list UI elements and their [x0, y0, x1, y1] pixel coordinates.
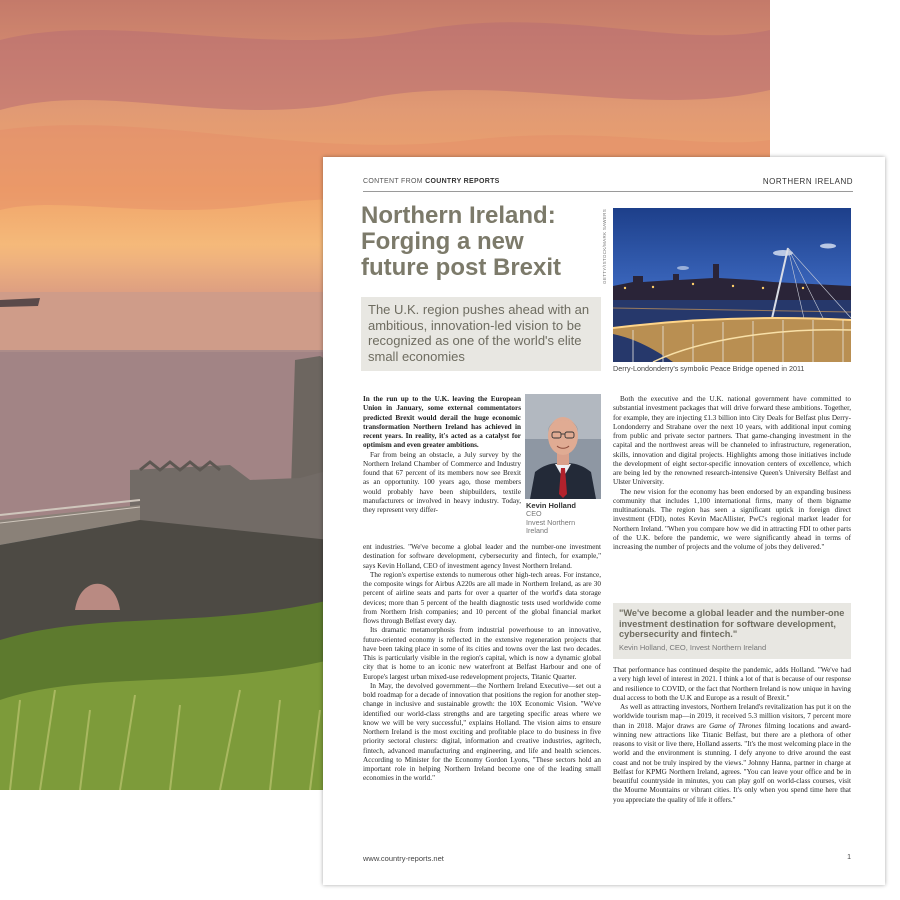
article-headline [361, 203, 611, 281]
source-name: COUNTRY REPORTS [425, 178, 500, 185]
header-divider [363, 191, 853, 192]
text-run: As well as attracting investors, Northern Ireland's revitalization has put it on the worldwide tourism map—in 2019, it received 5.3 million visitors, 7 percent more than in 2018. Major draws are [613, 703, 851, 730]
photo-credit: GETTY/ISTOCK/MARK SAWERS [602, 209, 607, 284]
pull-quote-attribution: Kevin Holland, CEO, Invest Northern Ireland [619, 642, 767, 652]
body-paragraph: ent industries. "We've become a global leader and the number-one investment destination for software development, cybersecurity and fintech, for example," says Kevin Holland, CEO of investment agency Invest Northern Ireland. [363, 543, 601, 570]
magazine-page [323, 157, 885, 885]
content-from-text: CONTENT FROM [363, 178, 423, 185]
body-paragraph: That performance has continued despite the pandemic, adds Holland. "We've had a very high level of interest in 2021. I think a lot of that is because of our response and resilience to COVID, or the fact that Northern Ireland is now unique in having dual access to both the U.K and Europe as a result of Brexit." [613, 666, 851, 702]
text-run: filming locations and award-winning new attractions like Titanic Belfast, but there are a plethora of other reasons to visit or live there, Holland asserts. "It's the most welcoming place in the world and the environment is stunning. I defy anyone to drive around the east coast and not be truly inspired by the views." Johnny Hanna, partner in charge at Belfast for KPMG Northern Ireland, agrees. "You can leave your office and be in beautiful countryside in minutes, you can play golf on world-class courses, visit the Mourne Mountains or vibrant cities. It's only when you spend time here that you appreciate the quality of life it offers." [613, 721, 851, 804]
body-paragraph [613, 703, 851, 805]
page-header [363, 175, 853, 189]
article-column-right-bottom [613, 666, 851, 805]
footer-url: www.country-reports.net [363, 854, 444, 863]
article-column-left-top [363, 395, 521, 515]
article-column-right-top [613, 395, 851, 552]
body-paragraph: The region's expertise extends to numerous other high-tech areas. For instance, the composite wings for Airbus A220s are all made in Northern Ireland, as are 30 percent of airline seats and parts for over a quarter of the world's data storage devices; more than 5 percent of the health diagnostic tests used worldwide come from Northern Irish companies; and 10 percent of the global financial market flows through Belfast every day. [363, 570, 601, 625]
person-title: CEO [526, 509, 542, 518]
article-deck: The U.K. region pushes ahead with an ambitious, innovation-led vision to be recognized as one of the world's elite small economies [361, 297, 601, 371]
headline-line-3: future post Brexit [361, 254, 562, 281]
body-paragraph: In May, the devolved government—the Northern Ireland Executive—set out a bold roadmap for a decade of innovation that positions the region for another step-change in inclusive and sustainable growth: the 10X Economic Vision. "We've identified our world-class strengths and are targeting specific areas where we know we will be very successful," explains Holland. The vision aims to ensure Northern Ireland is the most exciting and profitable place to do business in five priority sectoral clusters: digital, information and creative industries, agritech, fintech, advanced manufacturing and engineering, and life and health sciences. According to Minister for the Economy Gordon Lyons, "These sectors hold an important role in helping Northern Ireland become one of the leading small economies in the world." [363, 681, 601, 783]
body-paragraph: Far from being an obstacle, a July survey by the Northern Ireland Chamber of Commerce and Industry found that 67 percent of its members now see Brexit as an opportunity. 100 years ago, those members would probably have been shipbuilders, textile manufacturers or involved in heavy industry. Today, they represent very differ- [363, 450, 521, 514]
bridge-illustration [613, 208, 851, 362]
body-paragraph: The new vision for the economy has been endorsed by an expanding business community that includes 1,100 international firms, many of them bigname multinationals. The region has seen a significant uptick in foreign direct investment (FDI), notes Kevin MacAllister, PwC's regional market leader for Northern Ireland. "When you compare how we did in attracting FDI to other parts of the U.K. before the pandemic, we were significantly ahead in terms of increasing the number of projects and the volume of jobs they delivered." [613, 487, 851, 551]
pull-quote-text: "We've become a global leader and the number-one investment destination for software development, cybersecurity and fintech." [619, 608, 845, 639]
headline-line-1: Northern Ireland: [361, 202, 556, 229]
pull-quote [613, 603, 851, 659]
peace-bridge-photo [613, 208, 851, 362]
lead-paragraph: In the run up to the U.K. leaving the European Union in January, some external commentators predicted Brexit would derail the huge economic transformation Northern Ireland has achieved in recent years. In reality, it's acted as a catalyst for optimism and even greater ambitions. [363, 395, 521, 450]
photo-caption: Derry-Londonderry's symbolic Peace Bridge opened in 2011 [613, 364, 805, 373]
article-column-left-bottom [363, 543, 601, 784]
body-paragraph: Both the executive and the U.K. national government have committed to substantial investment packages that will drive forward these ambitions. Together, for example, they are injecting £1.3 billion into City Deals for Belfast plus Derry-Londonderry and Strabane over the next 10 years, with additional input coming from public and private sector partners. That game-changing investment in the capital and the northwest areas will be channeled to infrastructure, regeneration, skills, innovation and digital projects. Highlights among those initiatives include the development of eight sector-specific innovation centers of excellence, which are being led by the renowned research-intensive Queen's University Belfast and Ulster University. [613, 395, 851, 487]
person-role [526, 510, 596, 536]
section-label: NORTHERN IRELAND [762, 177, 853, 186]
page-number: 1 [847, 854, 851, 861]
portrait-illustration [525, 394, 601, 499]
person-org: Invest Northern Ireland [526, 517, 576, 536]
emphasis-title: Game of Thrones [709, 721, 762, 730]
headline-line-2: Forging a new [361, 228, 524, 255]
person-portrait [525, 394, 601, 499]
person-name: Kevin Holland [526, 501, 577, 510]
content-from-label [363, 178, 500, 185]
body-paragraph: Its dramatic metamorphosis from industrial powerhouse to an innovative, future-oriented economy is reflected in the extensive regeneration projects that have been taking place in some of its cities and towns over the last two decades. This is particularly visible in the region's capital, which is now a dynamic global city that is home to an iconic new waterfront at Belfast Harbour and one of Europe's largest urban mixed-use redevelopment projects, Titanic Quarter. [363, 626, 601, 681]
